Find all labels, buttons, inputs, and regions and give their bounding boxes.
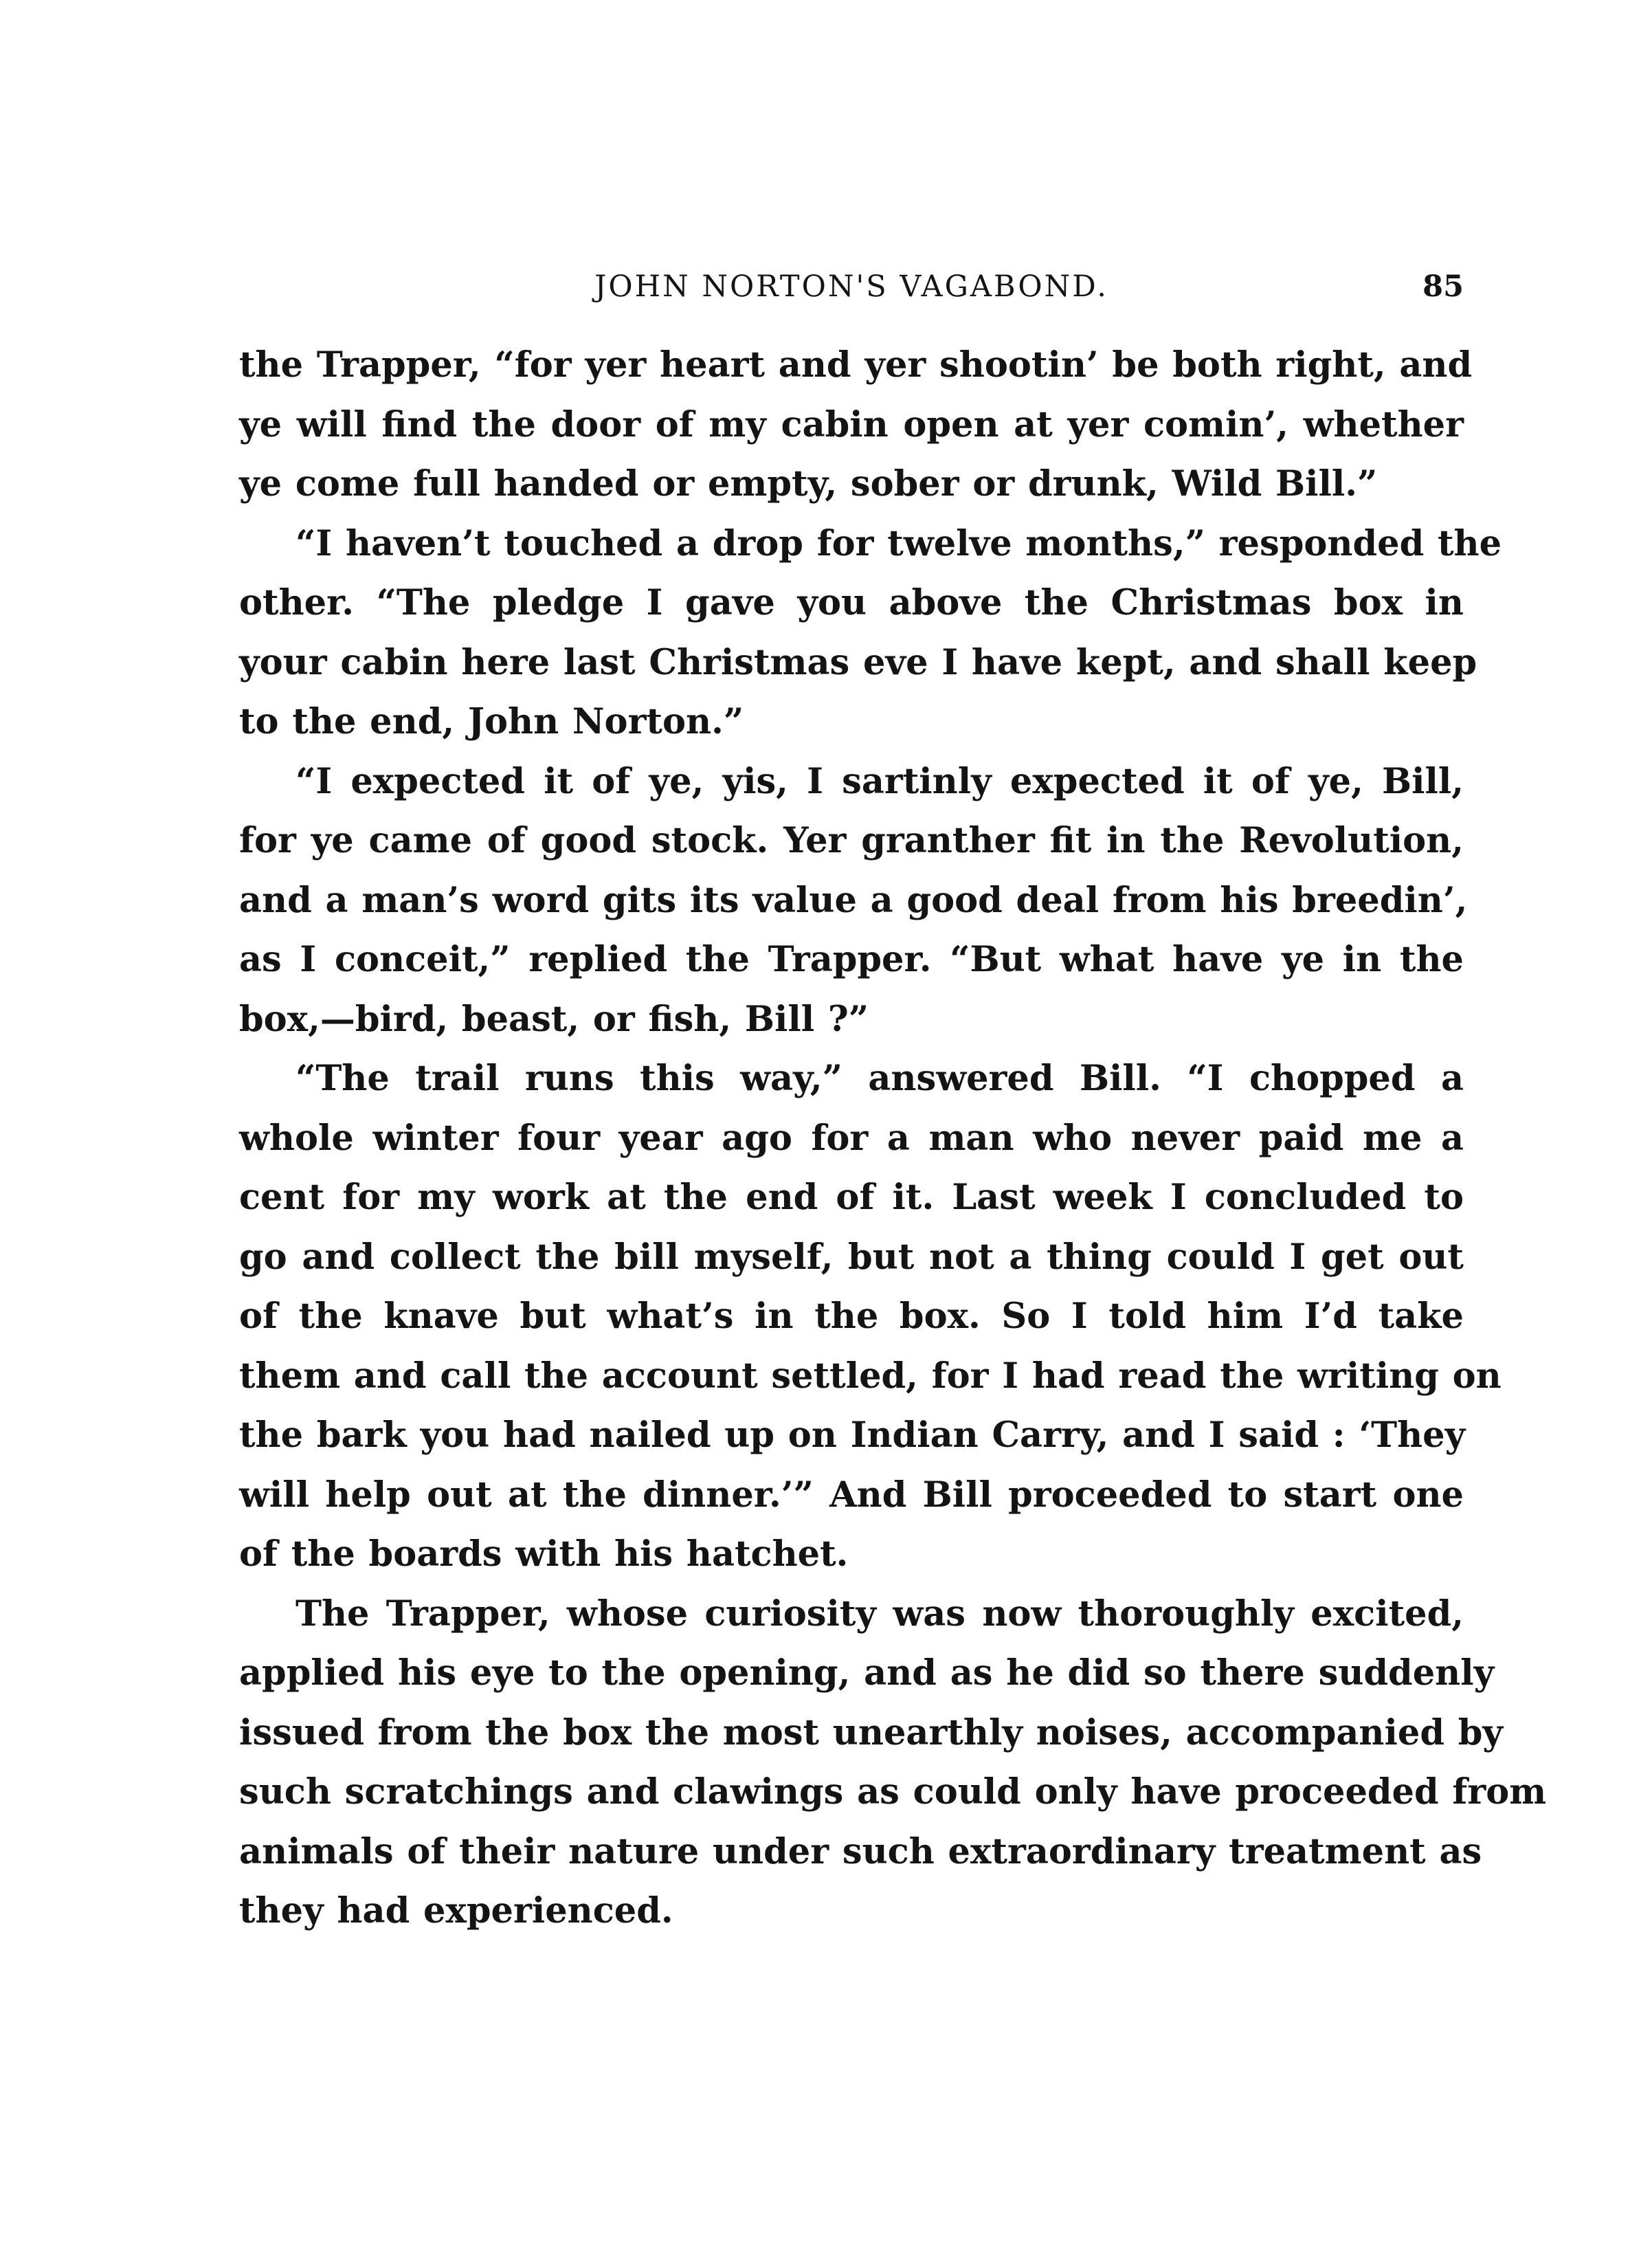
text-line: cent for my work at the end of it. Last week I concluded to bbox=[239, 1177, 1464, 1218]
text-line: of the knave but what’s in the box. So I told him I’d take bbox=[239, 1296, 1464, 1337]
text-line: the bark you had nailed up on Indian Carry, and I said : ‘They bbox=[239, 1415, 1466, 1456]
running-head bbox=[239, 263, 1464, 311]
text-line: and a man’s word gits its value a good deal from his breedin’, bbox=[239, 879, 1468, 921]
text-line: box,—bird, beast, or fish, Bill ?” bbox=[239, 998, 869, 1040]
text-line: animals of their nature under such extraordinary treatment as bbox=[239, 1830, 1482, 1872]
text-line: ye will find the door of my cabin open at yer comin’, whether bbox=[239, 403, 1464, 445]
text-line: applied his eye to the opening, and as he did so there suddenly bbox=[239, 1652, 1495, 1694]
text-line: to the end, John Norton.” bbox=[239, 701, 744, 742]
text-line: as I conceit,” replied the Trapper. “But what have ye in the bbox=[239, 939, 1464, 980]
text-line: of the boards with his hatchet. bbox=[239, 1533, 849, 1575]
running-title: JOHN NORTON'S VAGABOND. bbox=[594, 269, 1108, 304]
text-line: for ye came of good stock. Yer granther fit in the Revolution, bbox=[239, 820, 1464, 861]
text-line: they had experienced. bbox=[239, 1890, 673, 1931]
text-line: whole winter four year ago for a man who never paid me a bbox=[239, 1117, 1464, 1159]
text-line: The Trapper, whose curiosity was now thoroughly excited, bbox=[295, 1593, 1464, 1635]
text-line: your cabin here last Christmas eve I have kept, and shall keep bbox=[239, 641, 1477, 683]
text-line: the Trapper, “for yer heart and yer shootin’ be both right, and bbox=[239, 344, 1473, 386]
text-line: other. “The pledge I gave you above the Christmas box in bbox=[239, 582, 1464, 623]
text-line: them and call the account settled, for I had read the writing on bbox=[239, 1355, 1502, 1397]
text-line: “I haven’t touched a drop for twelve months,” responded the bbox=[295, 522, 1502, 564]
text-line: “I expected it of ye, yis, I sartinly expected it of ye, Bill, bbox=[295, 760, 1464, 802]
text-line: “The trail runs this way,” answered Bill. “I chopped a bbox=[295, 1058, 1464, 1099]
text-line: ye come full handed or empty, sober or drunk, Wild Bill.” bbox=[239, 463, 1378, 505]
page-number: 85 bbox=[1422, 269, 1464, 304]
text-line: will help out at the dinner.’” And Bill proceeded to start one bbox=[239, 1474, 1464, 1516]
body-text bbox=[239, 335, 1547, 1941]
text-line: issued from the box the most unearthly noises, accompanied by bbox=[239, 1711, 1504, 1753]
text-line: such scratchings and clawings as could only have proceeded from bbox=[239, 1771, 1547, 1813]
text-line: go and collect the bill myself, but not a thing could I get out bbox=[239, 1236, 1464, 1278]
